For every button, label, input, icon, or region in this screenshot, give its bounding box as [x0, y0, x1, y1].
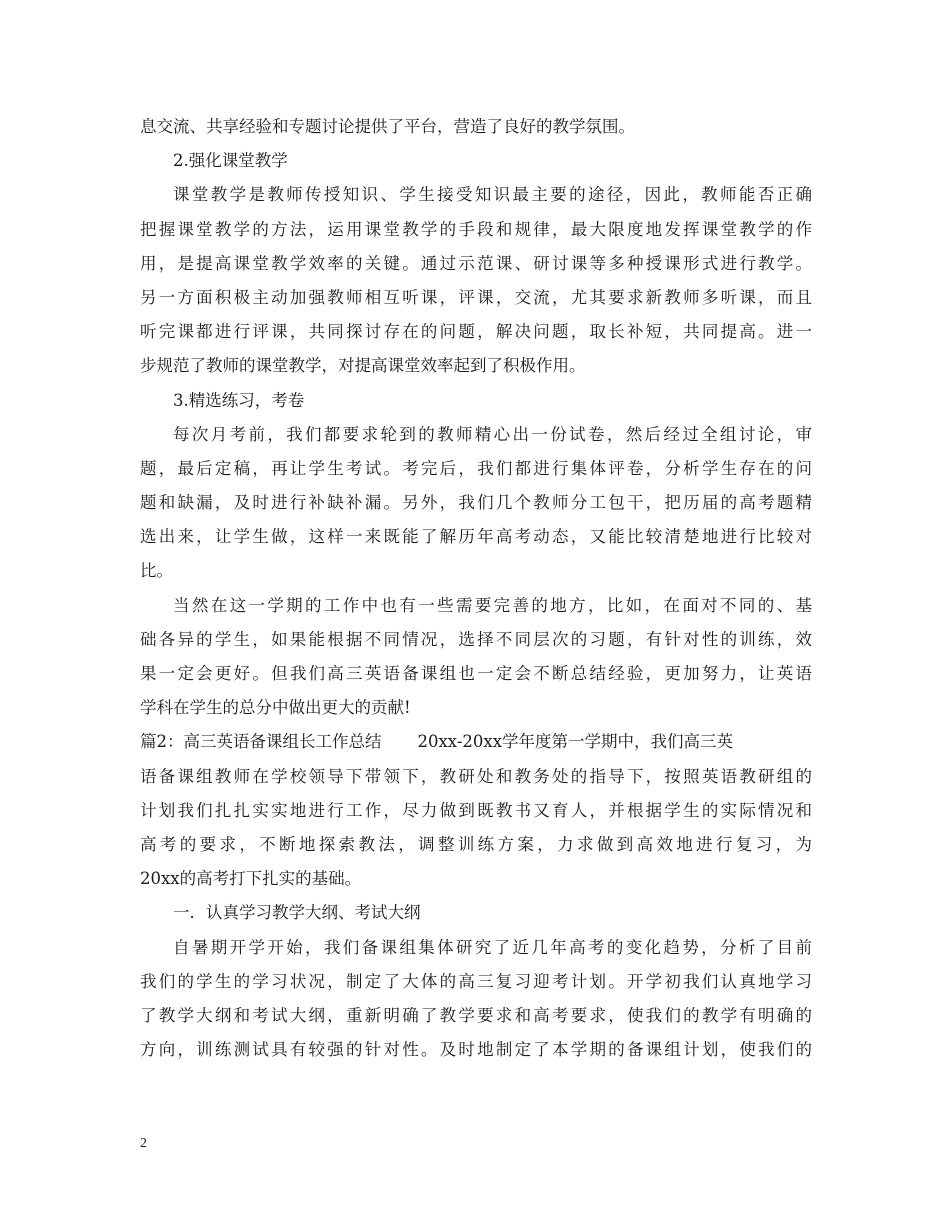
section-title: 篇2：高三英语备课组长工作总结	[140, 732, 382, 752]
text-line: 础各异的学生，如果能根据不同情况，选择不同层次的习题，有针对性的训练，效	[140, 629, 812, 649]
text-line: 学科在学生的总分中做出更大的贡献!	[140, 698, 411, 718]
text-line: 高考的要求，不断地探索教法，调整训练方案，力求做到高效地进行复习，为	[140, 834, 812, 854]
text-line: 一．认真学习教学大纲、考试大纲	[173, 903, 421, 923]
text-line: 题，最后定稿，再让学生考试。考完后，我们都进行集体评卷，分析学生存在的问	[140, 458, 812, 478]
text-line: 听完课都进行评课，共同探讨存在的问题，解决问题，取长补短，共同提高。进一	[140, 322, 812, 342]
text-line: 我们的学生的学习状况，制定了大体的高三复习迎考计划。开学初我们认真地学习	[140, 971, 812, 991]
text-line: 用，是提高课堂教学效率的关键。通过示范课、研讨课等多种授课形式进行教学。	[140, 253, 812, 273]
text-line: 比。	[140, 561, 173, 581]
text-line: 把握课堂教学的方法，运用课堂教学的手段和规律，最大限度地发挥课堂教学的作	[140, 219, 812, 239]
text-line: 20xx的高考打下扎实的基础。	[140, 869, 362, 889]
text-line: 每次月考前，我们都要求轮到的教师精心出一份试卷，然后经过全组讨论，审	[173, 424, 812, 444]
page-number: 2	[140, 1136, 147, 1151]
document-body	[140, 110, 812, 1067]
text-line: 了教学大纲和考试大纲，重新明确了教学要求和高考要求，使我们的教学有明确的	[140, 1005, 812, 1025]
text-line: 另一方面积极主动加强教师相互听课，评课，交流，尤其要求新教师多听课，而且	[140, 287, 812, 307]
text-line: 计划我们扎扎实实地进行工作，尽力做到既教书又育人，并根据学生的实际情况和	[140, 800, 812, 820]
text-line: 3.精选练习，考卷	[173, 390, 305, 410]
section-intro-text: 20xx-20xx学年度第一学期中，我们高三英	[417, 732, 733, 752]
text-line: 方向，训练测试具有较强的针对性。及时地制定了本学期的备课组计划，使我们的	[140, 1040, 812, 1060]
text-line: 语备课组教师在学校领导下带领下，教研处和教务处的指导下，按照英语教研组的	[140, 766, 812, 786]
text-line: 步规范了教师的课堂教学，对提高课堂效率起到了积极作用。	[140, 356, 586, 376]
section-heading-line	[140, 725, 812, 759]
text-line: 选出来，让学生做，这样一来既能了解历年高考动态，又能比较清楚地进行比较对	[140, 527, 812, 547]
text-line: 当然在这一学期的工作中也有一些需要完善的地方，比如，在面对不同的、基	[173, 595, 812, 615]
text-line: 课堂教学是教师传授知识、学生接受知识最主要的途径，因此，教师能否正确	[173, 185, 812, 205]
text-line: 果一定会更好。但我们高三英语备课组也一定会不断总结经验，更加努力，让英语	[140, 664, 812, 683]
text-line: 自暑期开学开始，我们备课组集体研究了近几年高考的变化趋势，分析了目前	[173, 937, 812, 957]
text-line: 2.强化课堂教学	[173, 151, 288, 171]
text-line: 息交流、共享经验和专题讨论提供了平台，营造了良好的教学氛围。	[140, 117, 635, 136]
text-line: 题和缺漏，及时进行补缺补漏。另外，我们几个教师分工包干，把历届的高考题精	[140, 493, 812, 513]
